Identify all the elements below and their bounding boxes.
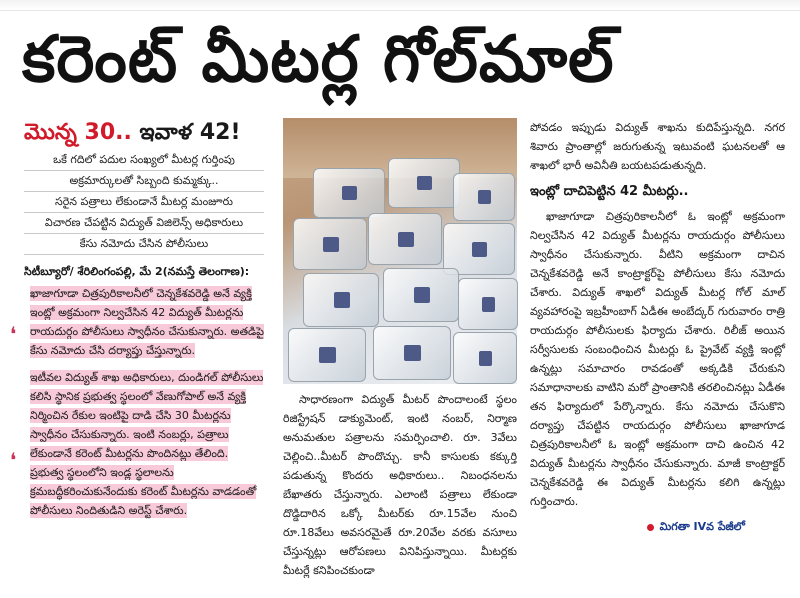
- middle-paragraph: సాధారణంగా విద్యుత్ మీటర్ పొందాలంటే స్థలం రిజిస్ట్రేషన్ డాక్యుమెంట్, ఇంటి నంబర్, నిర్మాణ అనుమతుల పత్రాలను సమర్పించాలి. రూ. 3వేలు చెల్లించి..మీటర్ పొందొచ్చు. కానీ కాసులకు కక్కుర్తి పడుతున్న కొందరు అధికారులు.. నిబంధనలను బేఖాతరు చేస్తున్నారు. ఎలాంటి పత్రాలు లేకుండా దొడ్డిదారిన ఒక్కో మీటర్‌కు రూ.15వేల నుంచి రూ.18వేలు అవసరమైతే రూ.20వేల వరకు వసూలు చేస్తున్నట్లు ఆరోపణలు వినిపిస్తున్నాయి. మీటర్లకు మీటర్లే కనిపించకుండా: [283, 393, 517, 577]
- middle-column-text: [283, 390, 517, 590]
- meter-box: [388, 158, 460, 208]
- meter-box: [453, 332, 517, 384]
- summary-point: అక్రమార్కులతో సిబ్బంది కుమ్మక్కు..: [24, 171, 264, 192]
- summary-point: ఒకే గదిలో పదుల సంఖ్యలో మీటర్ల గుర్తింపు: [24, 150, 264, 171]
- top-strip: [0, 0, 800, 11]
- highlight-paragraph-1: [10, 284, 264, 360]
- highlight-text-1: ఖాజాగూడా చిత్రపురికాలనీలో చెన్నకేశవరెడ్డి అనే వ్యక్తి ఇంట్లో అక్రమంగా నిల్వచేసిన 42 విద్యుత్ మీటర్లను రాయదుర్గం పోలీసులు స్వాధీనం చేసుకున్నారు. అతడిపై కేసు నమోదు చేసి దర్యాప్తు చేస్తున్నారు.: [30, 287, 264, 357]
- continued-label: మిగతా IVవ పేజీలో: [659, 520, 745, 533]
- meter-box: [288, 328, 366, 382]
- dateline: సిటీబ్యూరో/ శేరిలింగంపల్లి, మే 2(నమస్తే తెలంగాణ):: [24, 265, 250, 278]
- meter-box: [303, 273, 379, 327]
- meter-box: [313, 168, 385, 218]
- kicker-part-1: మొన్న 30..: [24, 120, 132, 145]
- summary-point: కేసు నమోదు చేసిన పోలీసులు: [24, 234, 264, 255]
- highlight-paragraph-2: [10, 368, 264, 520]
- right-top-paragraph: పోవడం ఇప్పుడు విద్యుత్ శాఖను కుదిపేస్తున్నది. నగర శివారు ప్రాంతాల్లో జరుగుతున్న ఇటువంటి ఘటనలతో ఆ శాఖలో భారీ అవినీతి బయటపడుతున్నది.: [530, 121, 785, 172]
- meter-box: [373, 326, 451, 380]
- summary-points: [24, 150, 264, 255]
- quote-mark-icon: ❛: [10, 322, 17, 346]
- meter-box: [293, 218, 367, 270]
- meter-box: [458, 278, 518, 330]
- meter-box: [453, 173, 515, 221]
- kicker-part-2: ఇవాళ 42!: [131, 120, 241, 145]
- section-subhead: ఇంట్లో దాచిపెట్టిన 42 మీటర్లు..: [530, 184, 689, 199]
- quote-mark-icon: ❛: [10, 448, 17, 472]
- right-column: [530, 118, 785, 588]
- meters-photo: [283, 118, 517, 384]
- summary-point: విచారణ చేపట్టిన విద్యుత్ విజిలెన్స్ అధికారులు: [24, 213, 264, 234]
- right-body-paragraph: ఖాజాగూడా చిత్రపురికాలనీలో ఓ ఇంట్లో అక్రమంగా నిల్వచేసిన 42 విద్యుత్ మీటర్లను రాయదుర్గం పోలీసులు స్వాధీనం చేసుకున్నారు. వీటిని అక్రమంగా దాచిన చెన్నకేశవరెడ్డి అనే కాంట్రాక్టర్‌పై పోలీసులు కేసు నమోదు చేశారు. విద్యుత్ శాఖలో విద్యుత్ మీటర్ల గోల్ మాల్ వ్యవహారంపై ఇబ్రహీంబాగ్ ఏడీఈ అంబేద్కర్ గురువారం రాత్రి రాయదుర్గం పోలీసులకు ఫిర్యాదు చేశారు. రిలీజ్ అయిన సర్వీసులకు సంబంధించిన మీటర్లు ఓ ప్రైవేట్ వ్యక్తి ఇంట్లో ఉన్నట్లు సమాచారం రావడంతో అక్కడికి చేరుకుని సమాధానాలకు వాటిని మరో ప్రాంతానికి తరలించినట్లు ఏడీఈ తన ఫిర్యాదులో పేర్కొన్నారు. కేసు నమోదు చేసుకొని దర్యాప్తు చేపట్టిన రాయదుర్గం పోలీసులు ఖాజాగూడ చిత్రపురికాలనీలో ఓ ఇంట్లో అక్రమంగా దాచి ఉంచిన 42 విద్యుత్ మీటర్లను స్వాధీనం చేసుకున్నారు. మాజీ కాంట్రాక్టర్ చెన్నకేశవరెడ్డి ఈ విద్యుత్ మీటర్లను కలిగి ఉన్నట్లు గుర్తించారు.: [530, 210, 785, 508]
- meter-box: [383, 268, 459, 322]
- left-column: [10, 118, 264, 588]
- bullet-dot-icon: [647, 524, 654, 531]
- kicker: [24, 118, 264, 148]
- continued-on-page: [530, 517, 785, 536]
- page-headline: కరెంట్ మీటర్ల గోల్‌మాల్: [22, 23, 615, 97]
- meter-box: [368, 213, 442, 265]
- highlight-text-2: ఇటీవల విద్యుత్ శాఖ అధికారులు, దుండిగల్ పోలీసులు కలిసి స్థానిక ప్రభుత్వ స్థలంలో వేణుగోపాల్ అనే వ్యక్తి నిర్మించిన రేకుల ఇంటిపై దాడి చేసి 30 మీటర్లను స్వాధీనం చేసుకున్నారు. ఇంటి నంబర్లు, పత్రాలు లేకుండానే కరెంట్ మీటర్లను పొందినట్లు తేలింది. ప్రభుత్వ స్థలంలోని ఇండ్ల స్థలాలను క్రమబద్ధీకరించుకునేందుకు కరెంట్ మీటర్లను వాడడంతో పోలీసులు నిందితుడిని అరెస్ట్ చేశారు.: [30, 371, 264, 517]
- summary-point: సరైన పత్రాలు లేకుండానే మీటర్ల మంజూరు: [24, 192, 264, 213]
